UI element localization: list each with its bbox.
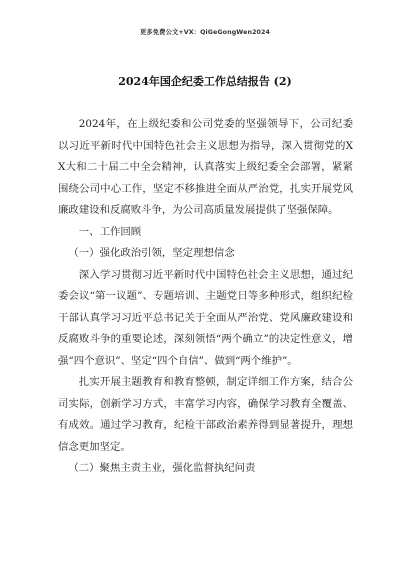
subsection-heading: （二）聚焦主责主业，强化监督执纪问责 (68, 462, 256, 474)
paragraph-body: 深入学习贯彻习近平新时代中国特色社会主义思想，通过纪委会议“第一议题”、专题培训、主题党日等多种形式，组织纪检干部认真学习习近平总书记关于全面从严治党、党风廉政建设和反腐败斗争的重要论述，深刻领悟“两个确立”的决定性意义，增强“四个意识”、坚定“四个自信”、做到“两个维护”。 (58, 268, 353, 367)
subsection-heading: （一）强化政治引领，坚定理想信念 (68, 247, 235, 259)
document-title: 2024年国企纪委工作总结报告 (2) (118, 75, 292, 88)
header-note: 更多免费公文+VX：QiGeGongWen2024 (139, 29, 271, 36)
document-body (58, 114, 353, 480)
paragraph-body: 扎实开展主题教育和教育整顿，制定详细工作方案，结合公司实际，创新学习方式，丰富学习内容，确保学习教育全覆盖、有成效。通过学习教育，纪检干部政治素养得到显著提升，理想信念更加坚定。 (58, 376, 353, 453)
paragraph-intro: 2024年，在上级纪委和公司党委的坚强领导下，公司纪委以习近平新时代中国特色社会主义思想为指导，深入贯彻党的XX大和二十届二中全会精神，认真落实上级纪委全会部署，紧紧围绕公司中心工作，坚定不移推进全面从严治党，扎实开展党风廉政建设和反腐败斗争，为公司高质量发展提供了坚强保障。 (58, 118, 353, 216)
section-heading: 一、工作回顾 (78, 225, 142, 238)
